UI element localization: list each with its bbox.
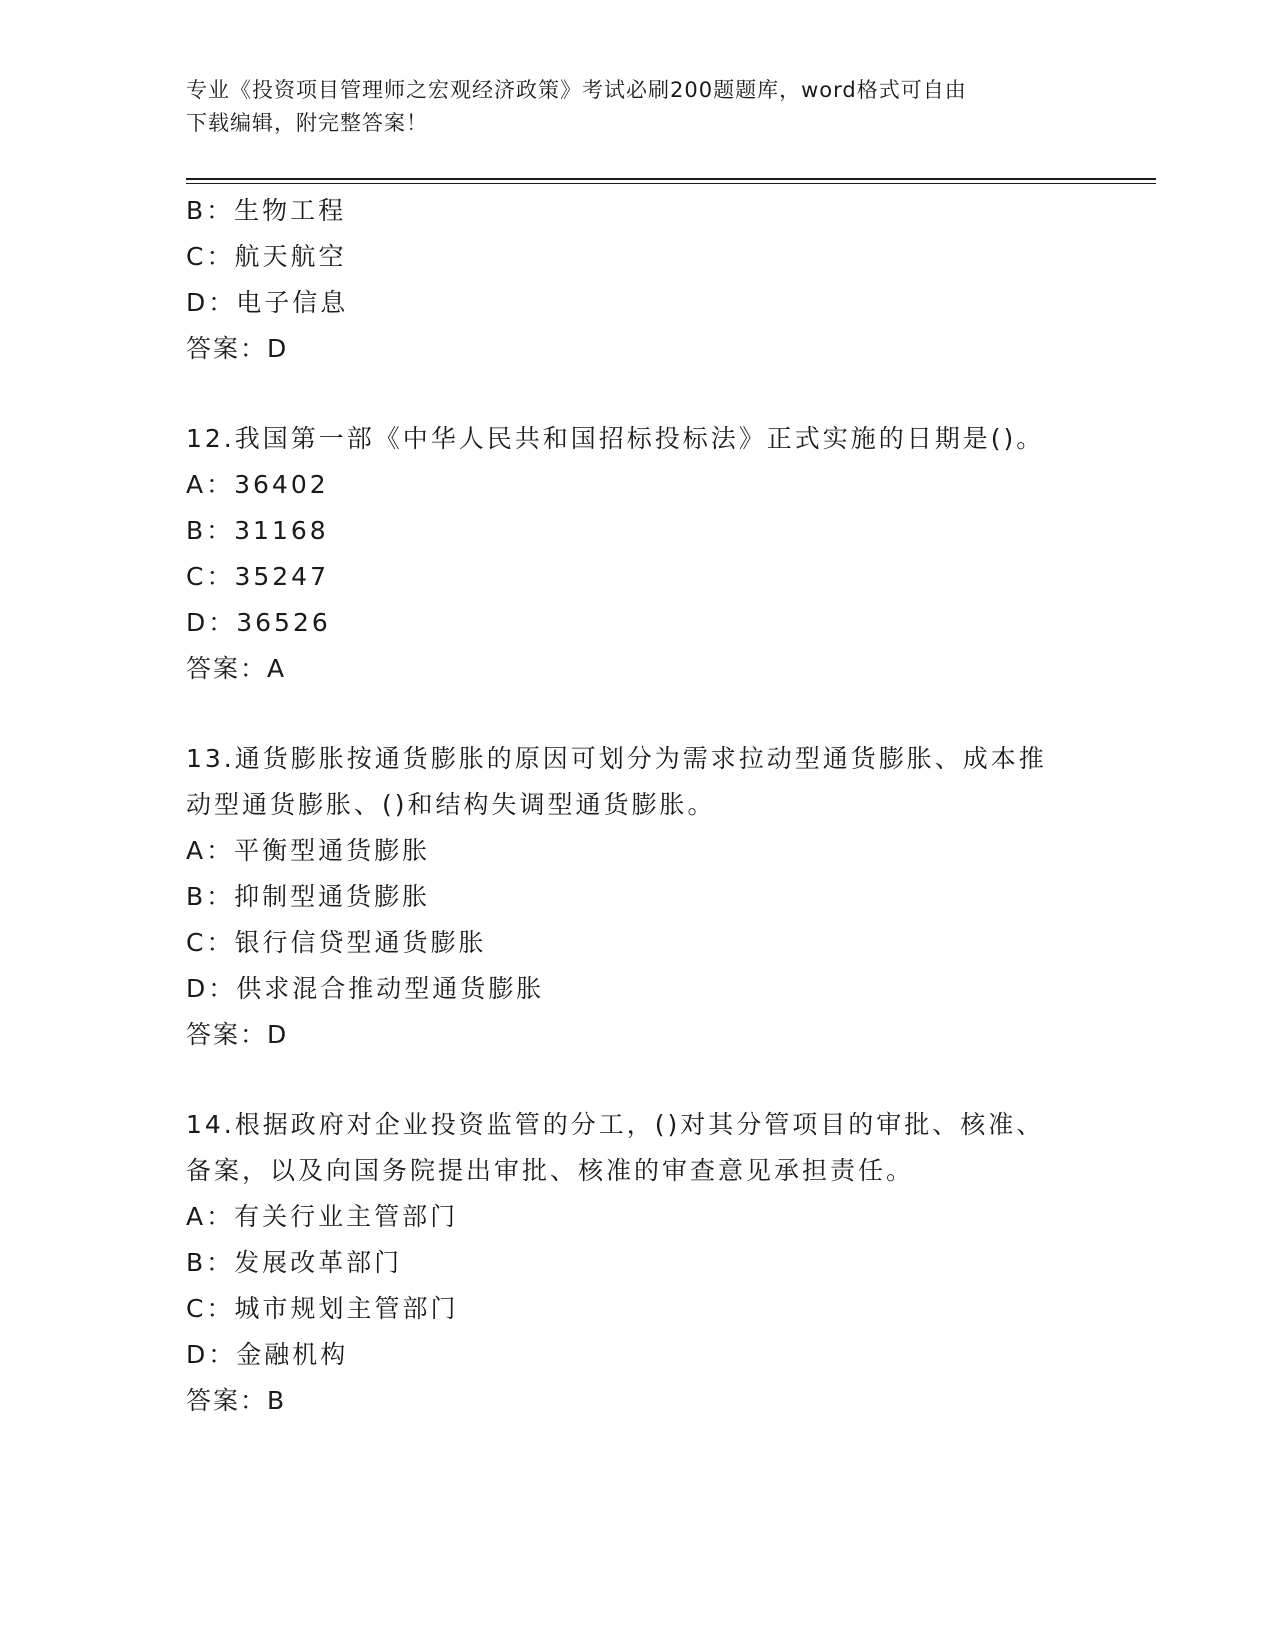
- header-line-1: 专业《投资项目管理师之宏观经济政策》考试必刷200题题库，word格式可自由: [186, 78, 967, 102]
- header-line-2: 下载编辑，附完整答案！: [186, 111, 428, 135]
- option-b: B：发展改革部门: [186, 1248, 403, 1277]
- option-c: C：银行信贷型通货膨胀: [186, 928, 487, 957]
- option-d: D：供求混合推动型通货膨胀: [186, 974, 545, 1003]
- option-b: B：抑制型通货膨胀: [186, 882, 431, 911]
- option-c: C：城市规划主管部门: [186, 1294, 459, 1323]
- option-a: A：36402: [186, 470, 329, 499]
- header-rule-thick: [186, 178, 1156, 180]
- answer-line: 答案：A: [186, 654, 287, 683]
- question-text-line-2: 备案，以及向国务院提出审批、核准的审查意见承担责任。: [186, 1156, 915, 1185]
- answer-line: 答案：D: [186, 334, 289, 363]
- answer-line: 答案：D: [186, 1020, 289, 1049]
- question-text: 12.我国第一部《中华人民共和国招标投标法》正式实施的日期是()。: [186, 424, 1045, 453]
- option-a: A：有关行业主管部门: [186, 1202, 459, 1231]
- question-14: [186, 1102, 1086, 1424]
- option-d: D：电子信息: [186, 288, 349, 317]
- header-rule-thin: [186, 183, 1156, 184]
- answer-line: 答案：B: [186, 1386, 287, 1415]
- option-b: B：生物工程: [186, 196, 347, 225]
- question-text-line-1: 13.通货膨胀按通货膨胀的原因可划分为需求拉动型通货膨胀、成本推: [186, 744, 1047, 773]
- question-text-line-1: 14.根据政府对企业投资监管的分工，()对其分管项目的审批、核准、: [186, 1110, 1045, 1139]
- option-c: C：35247: [186, 562, 329, 591]
- question-text-line-2: 动型通货膨胀、()和结构失调型通货膨胀。: [186, 790, 716, 819]
- document-header: [186, 74, 1066, 140]
- option-c: C：航天航空: [186, 242, 347, 271]
- question-13: [186, 736, 1086, 1058]
- question-list: [186, 188, 1086, 1424]
- option-d: D：金融机构: [186, 1340, 349, 1369]
- question-12: [186, 416, 1086, 692]
- question-11: [186, 188, 1086, 372]
- option-a: A：平衡型通货膨胀: [186, 836, 431, 865]
- option-b: B：31168: [186, 516, 329, 545]
- option-d: D：36526: [186, 608, 331, 637]
